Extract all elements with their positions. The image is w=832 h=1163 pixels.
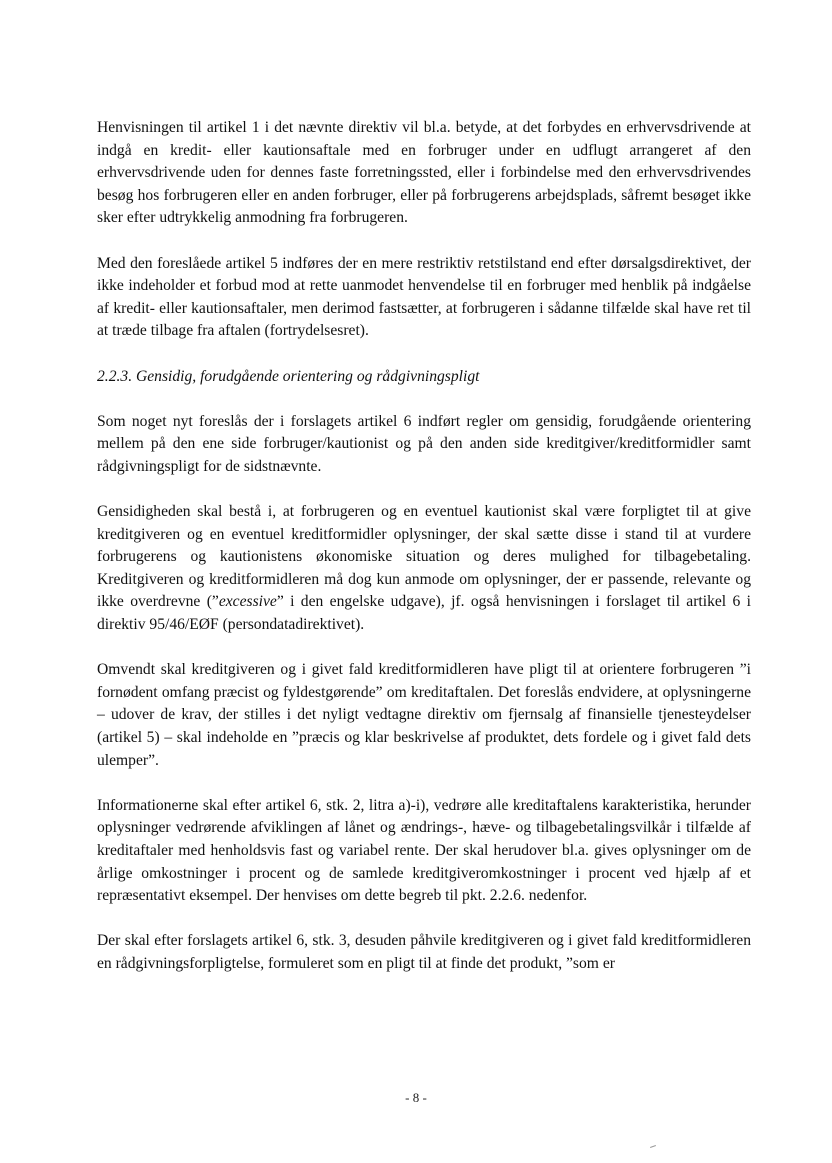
scan-speck	[650, 1145, 656, 1148]
section-heading-2-2-3: 2.2.3. Gensidig, forudgående orientering og rådgivningspligt	[97, 367, 480, 385]
page-number: - 8 -	[405, 1090, 427, 1105]
paragraph-6: Informationerne skal efter artikel 6, stk. 2, litra a)-i), vedrøre alle kreditaftalens karakteristika, herunder oplysninger vedrørende afviklingen af lånet og ændrings-, hæve- og tilbagebetalingsvilkår i tilfælde af kreditaftaler med henholdsvis fast og variabel rente. Der skal herudover bl.a. gives oplysninger om de årlige omkostninger i procent og de samlede kreditgiveromkostninger i procent ved hjælp af et repræsentativt eksempel. Der henvises om dette begreb til pkt. 2.2.6. nedenfor.	[97, 796, 751, 905]
page-body	[97, 117, 751, 998]
paragraph-1: Henvisningen til artikel 1 i det nævnte direktiv vil bl.a. betyde, at det forbydes en erhvervsdrivende at indgå en kredit- eller kautionsaftale med en forbruger under en udflugt arrangeret af den erhvervsdrivende uden for dennes faste forretningssted, eller i forbindelse med den erhvervsdrivendes besøg hos forbrugeren eller en anden forbruger, eller på forbrugerens arbejdsplads, såfremt besøget ikke sker efter udtrykkelig anmodning fra forbrugeren.	[97, 119, 751, 227]
paragraph-4-text-end: ” i den engelske udgave), jf. også henvisningen i forslaget til artikel 6 i direktiv 95/46/EØF (persondatadirektivet).	[97, 593, 751, 634]
paragraph-7: Der skal efter forslagets artikel 6, stk. 3, desuden påhvile kreditgiveren og i givet fald kreditformidleren en rådgivningsforpligtelse, formuleret som en pligt til at finde det produkt, ”som er	[97, 932, 751, 972]
paragraph-4-text-start: Gensidigheden skal bestå i, at forbrugeren og en eventuel kautionist skal være forpligtet til at give kreditgiveren og en eventuel kreditformidler oplysninger, der skal sætte disse i stand til at vurdere forbrugerens og kautionistens økonomiske situation og deres mulighed for tilbagebetaling. Kreditgiveren og kreditformidleren må dog kun anmode om oplysninger, der er passende, relevante og ikke overdrevne (”	[97, 503, 751, 611]
paragraph-4-emphasis: excessive	[218, 593, 277, 611]
paragraph-2: Med den foreslåede artikel 5 indføres der en mere restriktiv retstilstand end efter dørsalgsdirektivet, der ikke indeholder et forbud mod at rette uanmodet henvendelse til en forbruger med henblik på indgåelse af kredit- eller kautionsaftaler, men derimod fastsætter, at forbrugeren i sådanne tilfælde skal have ret til at træde tilbage fra aftalen (fortrydelsesret).	[97, 254, 751, 340]
paragraph-3: Som noget nyt foreslås der i forslagets artikel 6 indført regler om gensidig, forudgående orientering mellem på den ene side forbruger/kautionist og på den anden side kreditgiver/kreditformidler samt rådgivningspligt for de sidstnævnte.	[97, 412, 751, 475]
paragraph-5: Omvendt skal kreditgiveren og i givet fald kreditformidleren have pligt til at orientere forbrugeren ”i fornødent omfang præcist og fyldestgørende” om kreditaftalen. Det foreslås endvidere, at oplysningerne – udover de krav, der stilles i det nyligt vedtagne direktiv om fjernsalg af finansielle tjenesteydelser (artikel 5) – skal indeholde en ”præcis og klar beskrivelse af produktet, dets fordele og i givet fald dets ulemper”.	[97, 661, 751, 769]
paragraph-4	[97, 501, 751, 637]
